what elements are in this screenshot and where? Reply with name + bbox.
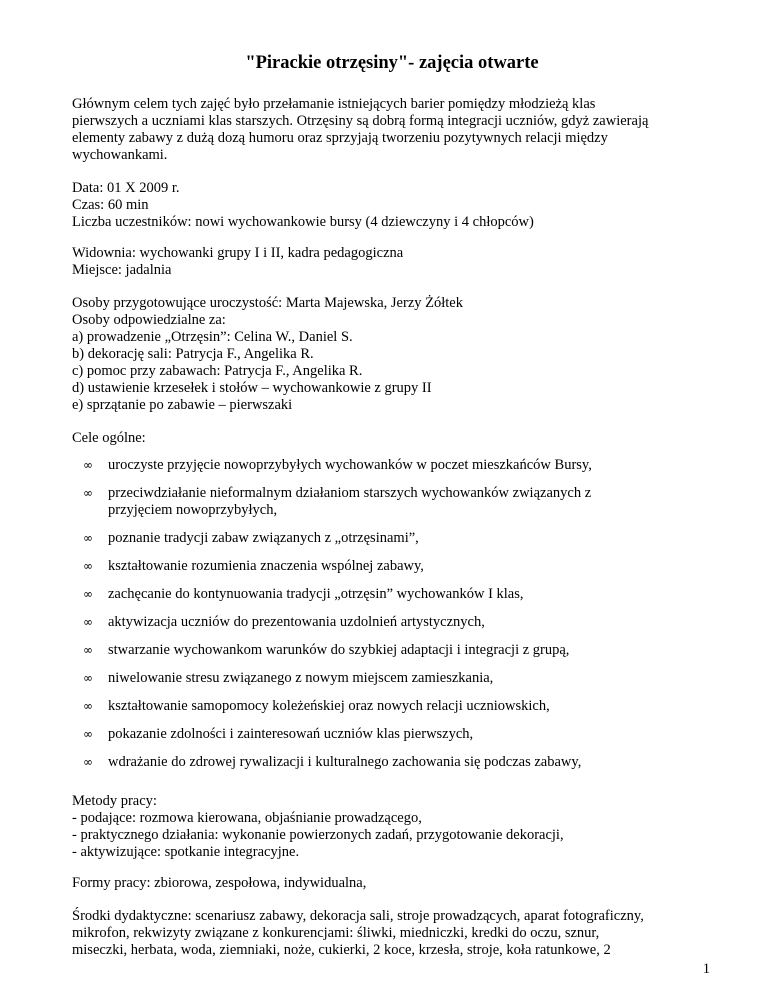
methods-line: - praktycznego działania: wykonanie powierzonych zadań, przygotowanie dekoracji, <box>72 827 564 843</box>
time-line: Czas: 60 min <box>72 197 149 213</box>
organizers-line: c) pomoc przy zabawach: Patrycja F., Angelika R. <box>72 363 363 379</box>
infinity-bullet-icon: ∞ <box>83 643 93 657</box>
organizers-line: b) dekorację sali: Patrycja F., Angelika R. <box>72 346 314 362</box>
intro-line: Głównym celem tych zajęć było przełamanie istniejących barier pomiędzy młodzieżą klas <box>72 96 596 112</box>
audience-section <box>72 245 712 279</box>
date-line: Data: 01 X 2009 r. <box>72 180 180 196</box>
infinity-bullet-icon: ∞ <box>83 755 93 769</box>
methods-line: - podające: rozmowa kierowana, objaśnianie prowadzącego, <box>72 810 422 826</box>
infinity-bullet-icon: ∞ <box>83 727 93 741</box>
document-title: "Pirackie otrzęsiny"- zajęcia otwarte <box>245 53 539 73</box>
intro-line: elementy zabawy z dużą dozą humoru oraz sprzyjają tworzeniu pozytywnych relacji między <box>72 130 608 146</box>
infinity-bullet-icon: ∞ <box>83 486 93 500</box>
goal-item: ∞ kształtowanie samopomocy koleżeńskiej oraz nowych relacji uczniowskich, <box>83 698 550 714</box>
goal-item: ∞ aktywizacja uczniów do prezentowania uzdolnień artystycznych, <box>83 614 485 630</box>
goal-item: ∞ przeciwdziałanie nieformalnym działaniom starszych wychowanków związanych z przyjęciem nowoprzybyłych, <box>83 485 592 518</box>
audience-line: Widownia: wychowanki grupy I i II, kadra pedagogiczna <box>72 245 404 261</box>
goal-item: ∞ niwelowanie stresu związanego z nowym miejscem zamieszkania, <box>83 670 494 686</box>
goal-item: ∞ wdrażanie do zdrowej rywalizacji i kulturalnego zachowania się podczas zabawy, <box>83 754 582 770</box>
infinity-bullet-icon: ∞ <box>83 587 93 601</box>
resources-line: Środki dydaktyczne: scenariusz zabawy, dekoracja sali, stroje prowadzących, aparat fotograficzny, <box>72 908 644 924</box>
infinity-bullet-icon: ∞ <box>83 671 93 685</box>
forms-section <box>72 875 712 892</box>
resources-line: miseczki, herbata, woda, ziemniaki, noże, cukierki, 2 koce, krzesła, stroje, koła ratunkowe, 2 <box>72 942 611 958</box>
goal-item: ∞ pokazanie zdolności i zainteresowań uczniów klas pierwszych, <box>83 726 474 742</box>
resources-section <box>72 908 712 959</box>
methods-line: Metody pracy: <box>72 793 157 809</box>
infinity-bullet-icon: ∞ <box>83 699 93 713</box>
organizers-line: Osoby odpowiedzialne za: <box>72 312 226 328</box>
organizers-line: a) prowadzenie „Otrzęsin”: Celina W., Daniel S. <box>72 329 353 345</box>
organizers-line: Osoby przygotowujące uroczystość: Marta Majewska, Jerzy Żółtek <box>72 295 463 311</box>
participants-line: Liczba uczestników: nowi wychowankowie bursy (4 dziewczyny i 4 chłopców) <box>72 214 534 230</box>
goal-item: ∞ stwarzanie wychowankom warunków do szybkiej adaptacji i integracji z grupą, <box>83 642 570 658</box>
details-section <box>72 180 712 231</box>
infinity-bullet-icon: ∞ <box>83 615 93 629</box>
infinity-bullet-icon: ∞ <box>83 531 93 545</box>
goal-item: ∞ kształtowanie rozumienia znaczenia wspólnej zabawy, <box>83 558 424 574</box>
document-page <box>72 52 712 959</box>
page-number: 1 <box>702 961 710 977</box>
resources-line: mikrofon, rekwizyty związane z konkurencjami: śliwki, miedniczki, kredki do oczu, sznur, <box>72 925 600 941</box>
forms-line: Formy pracy: zbiorowa, zespołowa, indywidualna, <box>72 875 367 891</box>
organizers-section <box>72 295 712 414</box>
goals-list <box>72 457 712 771</box>
goals-heading: Cele ogólne: <box>72 430 146 446</box>
infinity-bullet-icon: ∞ <box>83 559 93 573</box>
methods-line: - aktywizujące: spotkanie integracyjne. <box>72 844 300 860</box>
organizers-line: d) ustawienie krzesełek i stołów – wychowankowie z grupy II <box>72 380 432 396</box>
intro-line: wychowankami. <box>72 147 168 163</box>
infinity-bullet-icon: ∞ <box>83 458 93 472</box>
methods-section <box>72 793 712 861</box>
intro-line: pierwszych a uczniami klas starszych. Otrzęsiny są dobrą formą integracji uczniów, gdyż zawierają <box>72 113 649 129</box>
place-line: Miejsce: jadalnia <box>72 262 172 278</box>
goal-item: ∞ zachęcanie do kontynuowania tradycji „otrzęsin” wychowanków I klas, <box>83 586 524 602</box>
goal-item: ∞ poznanie tradycji zabaw związanych z „otrzęsinami”, <box>83 530 419 546</box>
intro-paragraph <box>72 96 712 164</box>
organizers-line: e) sprzątanie po zabawie – pierwszaki <box>72 397 293 413</box>
goal-item: ∞ uroczyste przyjęcie nowoprzybyłych wychowanków w poczet mieszkańców Bursy, <box>83 457 592 473</box>
